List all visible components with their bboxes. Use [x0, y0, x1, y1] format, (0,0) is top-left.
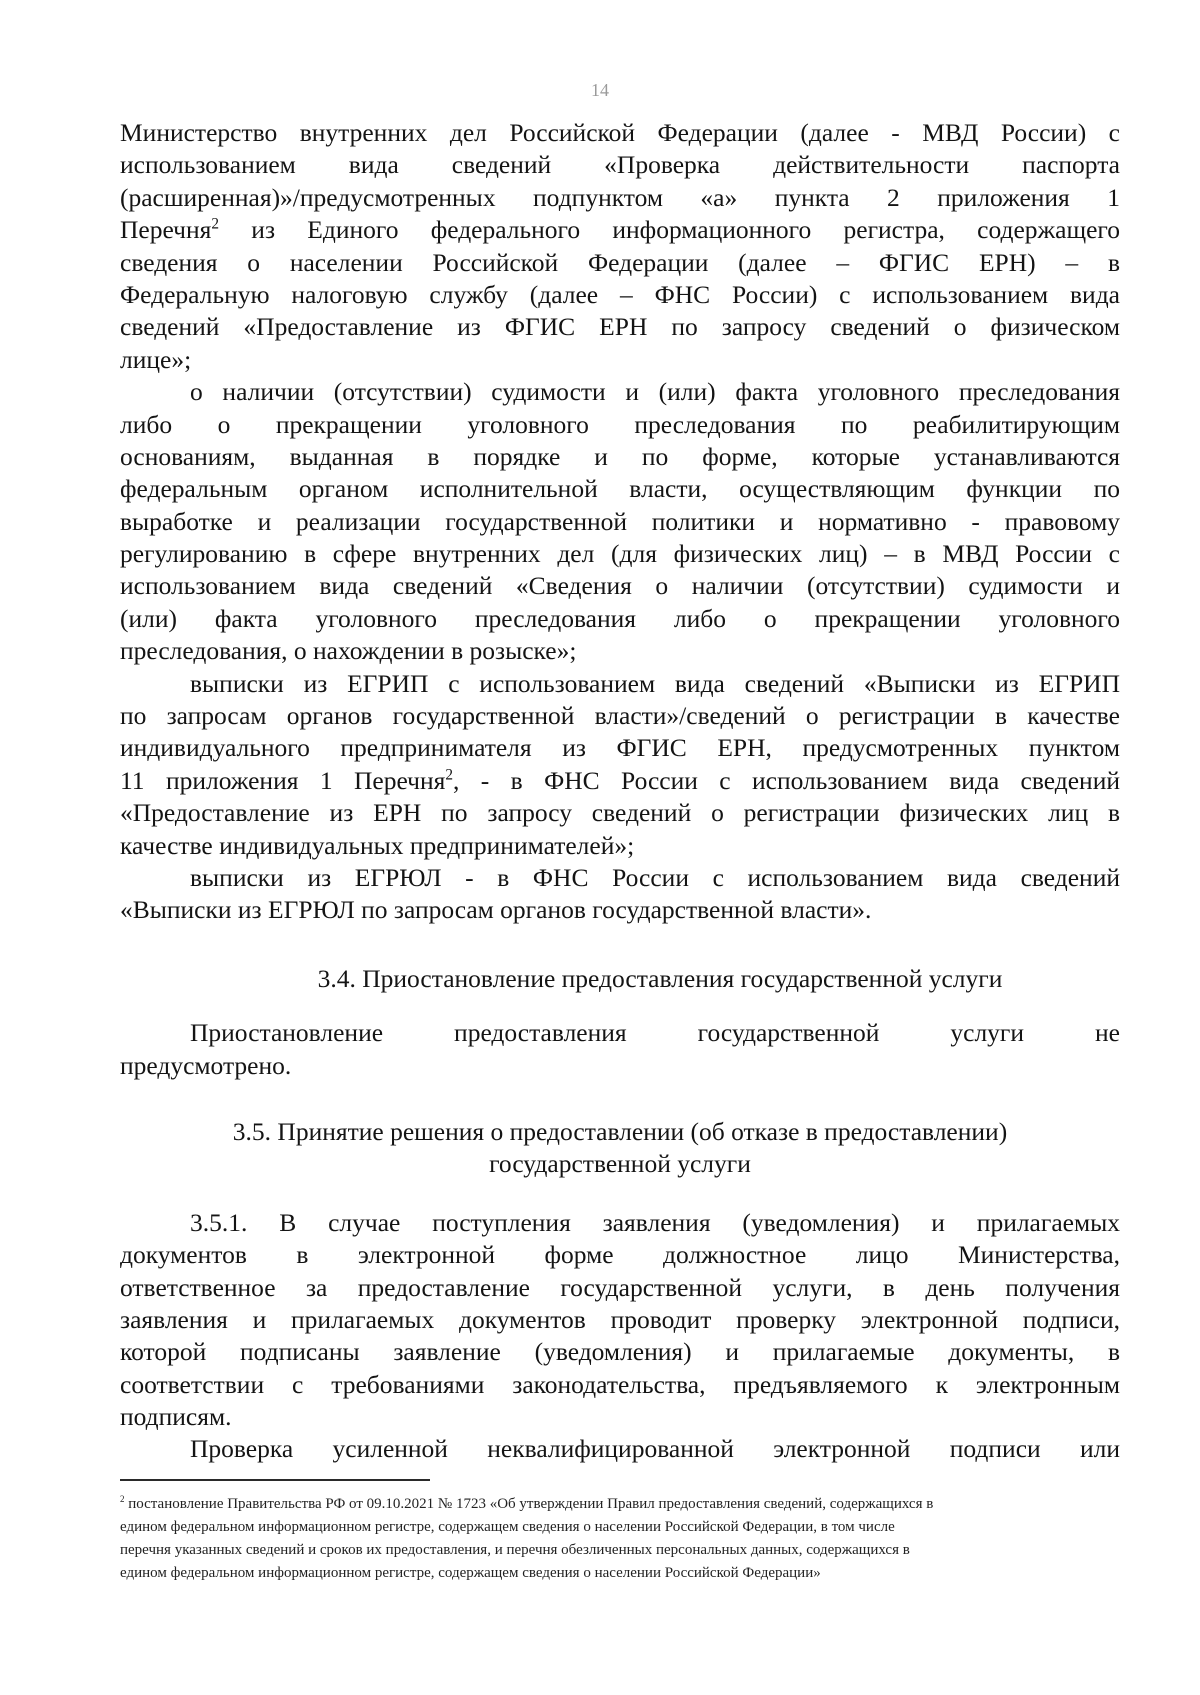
line-remainder: из Единого федерального информационного регистра, содержащего: [251, 215, 1120, 245]
footnote-line: перечня указанных сведений и сроков их предоставления, и перечня обезличенных персональных данных, содержащихся в: [120, 1542, 910, 1558]
body-line: (или) факта уголовного преследования либо о прекращении уголовного: [120, 603, 1120, 633]
section-heading-3-5: 3.5. Принятие решения о предоставлении (об отказе в предоставлении): [232, 1116, 1008, 1146]
body-line: Проверка усиленной неквалифицированной электронной подписи или: [190, 1434, 1120, 1464]
footnote-mark: 2: [120, 1494, 125, 1504]
body-line: подписям.: [120, 1402, 232, 1432]
body-line: качестве индивидуальных предпринимателей»;: [120, 830, 635, 860]
body-line: использованием вида сведений «Сведения о наличии (отсутствии) судимости и: [120, 571, 1120, 601]
body-line: сведений «Предоставление из ФГИС ЕРН по запросу сведений о физическом: [120, 312, 1120, 342]
body-line: либо о прекращении уголовного преследования по реабилитирующим: [120, 409, 1120, 439]
inline-word: Перечня: [120, 215, 212, 245]
body-line: заявления и прилагаемых документов проводит проверку электронной подписи,: [120, 1304, 1120, 1334]
inline-phrase: 11 приложения 1 Перечня: [120, 765, 446, 795]
section-heading-3-4: 3.4. Приостановление предоставления государственной услуги: [317, 963, 1003, 993]
body-line: индивидуального предпринимателя из ФГИС ЕРН, предусмотренных пунктом: [120, 733, 1120, 763]
body-line: соответствии с требованиями законодательства, предъявляемого к электронным: [120, 1369, 1120, 1399]
body-line: выписки из ЕГРЮЛ - в ФНС России с использованием вида сведений: [190, 862, 1120, 892]
footnote-reference: 2: [445, 766, 453, 784]
body-line: выписки из ЕГРИП с использованием вида сведений «Выписки из ЕГРИП: [190, 668, 1120, 698]
body-line: федеральным органом исполнительной власти, осуществляющим функции по: [120, 474, 1120, 504]
body-line: использованием вида сведений «Проверка действительности паспорта: [120, 150, 1120, 180]
body-line: Федеральную налоговую службу (далее – ФНС России) с использованием вида: [120, 279, 1120, 309]
footnote-reference: 2: [211, 215, 220, 233]
footnote-divider: [120, 1479, 430, 1481]
body-line: Министерство внутренних дел Российской Федерации (далее - МВД России) с: [120, 118, 1120, 147]
body-line: лице»;: [120, 344, 192, 374]
body-line: «Выписки из ЕГРЮЛ по запросам органов государственной власти».: [120, 895, 872, 925]
section-heading-3-5-cont: государственной услуги: [489, 1149, 751, 1179]
footnote: [120, 1493, 1120, 1585]
body-line: регулированию в сфере внутренних дел (для физических лиц) – в МВД России с: [120, 539, 1120, 569]
footnote-line: едином федеральном информационном регистре, содержащем сведения о населении Российской Федерации, в том числе: [120, 1519, 895, 1535]
body-line: предусмотрено.: [120, 1050, 292, 1080]
body-line: «Предоставление из ЕРН по запросу сведений о регистрации физических лиц в: [120, 798, 1120, 828]
body-line: ответственное за предоставление государственной услуги, в день получения: [120, 1272, 1120, 1302]
body-line: сведения о населении Российской Федерации (далее – ФГИС ЕРН) – в: [120, 247, 1120, 277]
footnote-line: едином федеральном информационном регистре, содержащем сведения о населении Российской Федерации»: [120, 1565, 821, 1581]
document-body: [120, 117, 1120, 1466]
page-number: 14: [591, 80, 609, 100]
body-line: [120, 214, 1120, 246]
body-line: которой подписаны заявление (уведомления) и прилагаемые документы, в: [120, 1337, 1120, 1367]
footnote-line: [120, 1493, 1120, 1516]
body-line: преследования, о нахождении в розыске»;: [120, 636, 577, 666]
body-line: о наличии (отсутствии) судимости и (или) факта уголовного преследования: [190, 377, 1120, 407]
body-line: Приостановление предоставления государственной услуги не: [190, 1018, 1120, 1048]
body-line: выработке и реализации государственной политики и нормативно - правовому: [120, 506, 1120, 536]
footnote-text: постановление Правительства РФ от 09.10.2021 № 1723 «Об утверждении Правил предоставления сведений, содержащихся в: [128, 1496, 934, 1512]
line-remainder: , - в ФНС России с использованием вида сведений: [453, 765, 1120, 795]
body-line: документов в электронной форме должностное лицо Министерства,: [120, 1240, 1120, 1270]
body-line: по запросам органов государственной власти»/сведений о регистрации в качестве: [120, 701, 1120, 731]
body-line: (расширенная)»/предусмотренных подпунктом «а» пункта 2 приложения 1: [120, 182, 1120, 212]
body-line: 3.5.1. В случае поступления заявления (уведомления) и прилагаемых: [190, 1207, 1120, 1237]
body-line: [120, 765, 1120, 797]
body-line: основаниям, выданная в порядке и по форме, которые устанавливаются: [120, 441, 1120, 471]
